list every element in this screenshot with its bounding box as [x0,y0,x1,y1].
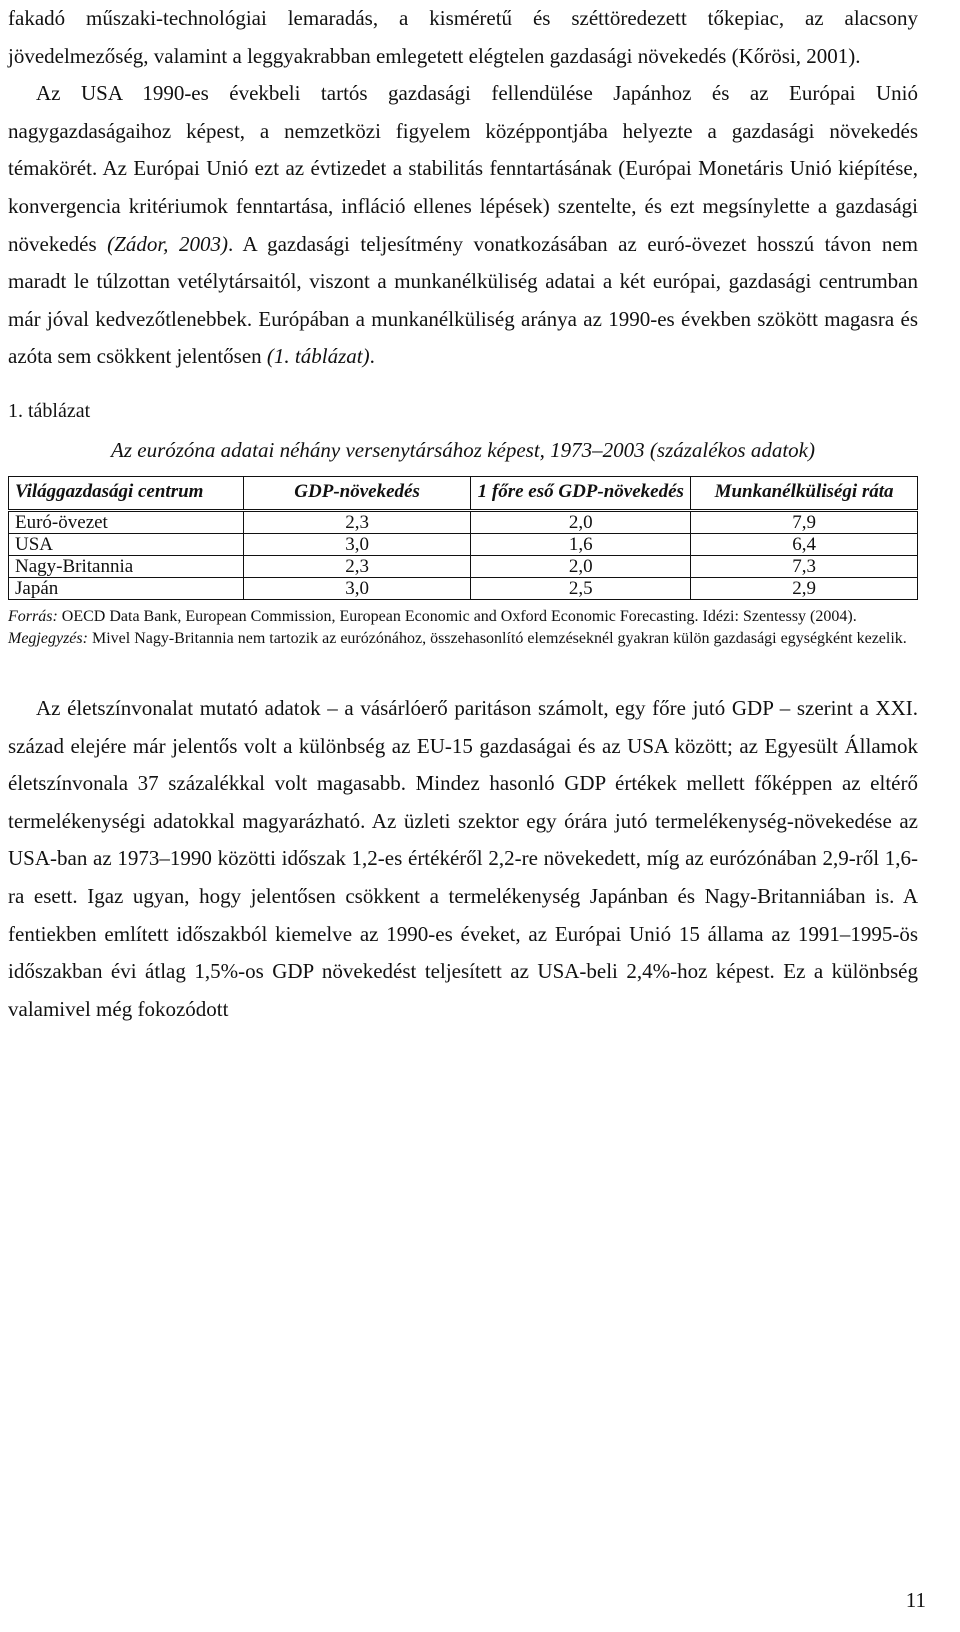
remark-text: Mivel Nagy-Britannia nem tartozik az eurózónához, összehasonlító elemzéseknél gyakran külön gazdasági egységként kezelik. [87,629,907,647]
table-cell: 2,5 [471,577,691,599]
source-label: Forrás: [8,607,58,625]
table-row [9,533,918,555]
table-cell: 2,0 [471,555,691,577]
table-reference: (1. táblázat) [266,344,370,369]
table-remark [8,628,918,650]
paragraph-text: . [369,344,375,369]
column-header: Munkanélküliségi ráta [691,476,918,510]
table-cell: 1,6 [471,533,691,555]
table-cell: Japán [9,577,244,599]
table-row [9,510,918,533]
remark-label: Megjegyzés: [8,629,88,647]
column-header: GDP-növekedés [243,476,471,510]
paragraph-usa-growth [8,75,918,376]
table-cell: 6,4 [691,533,918,555]
table-notes [8,606,918,650]
table-cell: 2,3 [243,555,471,577]
column-header: Világgazdasági centrum [9,476,244,510]
table-cell: 3,0 [243,577,471,599]
table-cell: 2,0 [471,510,691,533]
table-title: Az eurózóna adatai néhány versenytársához képest, 1973–2003 (százalékos adatok) [111,437,815,462]
table-cell: USA [9,533,244,555]
table-row [9,555,918,577]
document-page [8,0,918,1028]
table-cell: 7,3 [691,555,918,577]
table-cell: 2,9 [691,577,918,599]
data-table [8,476,918,600]
source-text: OECD Data Bank, European Commission, European Economic and Oxford Economic Forecasting. Idézi: Szentessy (2004). [57,607,857,625]
table-row [9,577,918,599]
table-cell: 3,0 [243,533,471,555]
table-cell: Euró-övezet [9,510,244,533]
paragraph-intro: fakadó műszaki-technológiai lemaradás, a kisméretű és széttöredezett tőkepiac, az alacsony jövedelmezőség, valamint a leggyakrabban emlegetett elégtelen gazdasági növekedés (Kőrösi, 2001). [8,6,918,68]
paragraph-living-standard: Az életszínvonalat mutató adatok – a vásárlóerő paritáson számolt, egy főre jutó GDP – szerint a XXI. század elejére már jelentős volt a különbség az EU-15 gazdaságai és az USA között; az Egyesült Államok életszínvonala 37 százalékkal volt magasabb. Mindez hasonló GDP értékek mellett főképpen az eltérő termelékenységi adatokkal magyarázható. Az üzleti szektor egy órára jutó termelékenység-növekedése az USA-ban az 1973–1990 közötti időszak 1,2-es értékéről 2,2-re növekedett, míg az eurózónában 2,9-ről 1,6-ra esett. Igaz ugyan, hogy jelentősen csökkent a termelékenység Japánban és Nagy-Britanniában is. A fentiekben említett időszakból kiemelve az 1990-es éveket, az Európai Unió 15 állama az 1991–1995-ös időszakban évi átlag 1,5%-os GDP növekedést teljesített az USA-beli 2,4%-hoz képest. Ez a különbség valamivel még fokozódott [8,695,918,1021]
table-cell: 7,9 [691,510,918,533]
table-label: 1. táblázat [8,399,91,422]
column-header: 1 főre eső GDP-növekedés [471,476,691,510]
table-source [8,606,918,628]
table-cell: 2,3 [243,510,471,533]
table-header-row [9,476,918,510]
paragraph-text: Az USA 1990-es évekbeli tartós gazdasági fellendülése Japánhoz és az Európai Unió nagygazdaságaihoz képest, a nemzetközi figyelem középpontjába helyezte a gazdasági növekedés témakörét. Az Európai Unió ezt az évtizedet a stabilitás fenntartásának (Európai Monetáris Unió kiépítése, konvergencia kritériumok fenntartása, infláció ellenes lépések) szentelte, és ezt megsínylette a gazdasági növekedés [8,81,918,256]
table-cell: Nagy-Britannia [9,555,244,577]
paragraph-text: . A gazdasági teljesítmény vonatkozásában az euró-övezet hosszú távon nem maradt le túlzottan vetélytársaitól, viszont a munkanélküliség adatai a két európai, gazdasági centrumban már jóval kedvezőtlenebbek. Európában a munkanélküliség aránya az 1990-es években szökött magasra és azóta sem csökkent jelentősen [8,231,918,369]
page-number: 11 [905,1588,926,1612]
citation-zador: (Zádor, 2003) [107,231,228,256]
